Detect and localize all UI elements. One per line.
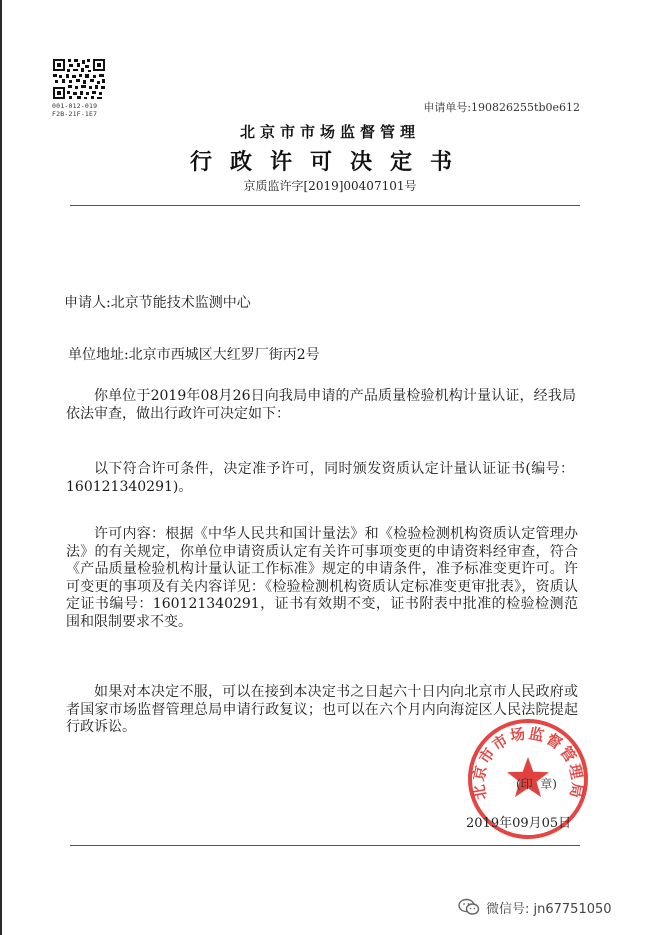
header-divider: [70, 205, 580, 206]
paragraph-license-content: 许可内容：根据《中华人民共和国计量法》和《检验检测机构资质认定管理办法》的有关规定，你单位申请资质认定有关许可事项变更的申请资料经审查，符合《产品质量检验机构计量认证工作标准》规定的申请条件，准予标准变更许可。许可变更的事项及有关内容详见：《检验检测机构资质认定标准变更审批表》，资质认定证书编号：160121340291，证书有效期不变，证书附表中批准的检验检测范围和限制要求不变。: [66, 526, 578, 630]
qr-code-text: 001-012-019 F2B-21F-1E7: [52, 102, 98, 118]
address-field: 单位地址:北京市西城区大红罗厂街丙2号: [68, 347, 320, 363]
watermark-text: 微信号: jn67751050: [486, 901, 612, 917]
wechat-watermark: [458, 895, 612, 919]
svg-text:北京市市场监督管理局: 北京市市场监督管理局: [469, 724, 587, 802]
stamp-label: (印 章): [516, 777, 557, 791]
organization-name: 北京市市场监督管理: [239, 123, 420, 141]
paragraph-application: 你单位于2019年08月26日向我局申请的产品质量检验机构计量认证，经我局依法审查，做出行政许可决定如下：: [66, 388, 576, 422]
paragraph-decision: 以下符合许可条件，决定准予许可，同时颁发资质认定计量认证证书(编号：160121340291)。: [66, 461, 574, 495]
paragraph-appeal: 如果对本决定不服，可以在接到本决定书之日起六十日内向北京市人民政府或者国家市场监督管理总局申请行政复议；也可以在六个月内向海淀区人民法院提起行政诉讼。: [66, 684, 578, 735]
document-number: 京质监许字[2019]00407101号: [243, 179, 417, 193]
wechat-icon: [458, 898, 480, 916]
application-number: 申请单号:190826255tb0e612: [423, 101, 580, 114]
qr-code-icon: [52, 58, 106, 100]
applicant-field: 申请人:北京节能技术监测中心: [64, 295, 251, 311]
document-title: 行政许可决定书: [189, 150, 470, 175]
footer-divider: [70, 845, 580, 846]
signature-date: 2019年09月05日: [466, 816, 572, 831]
